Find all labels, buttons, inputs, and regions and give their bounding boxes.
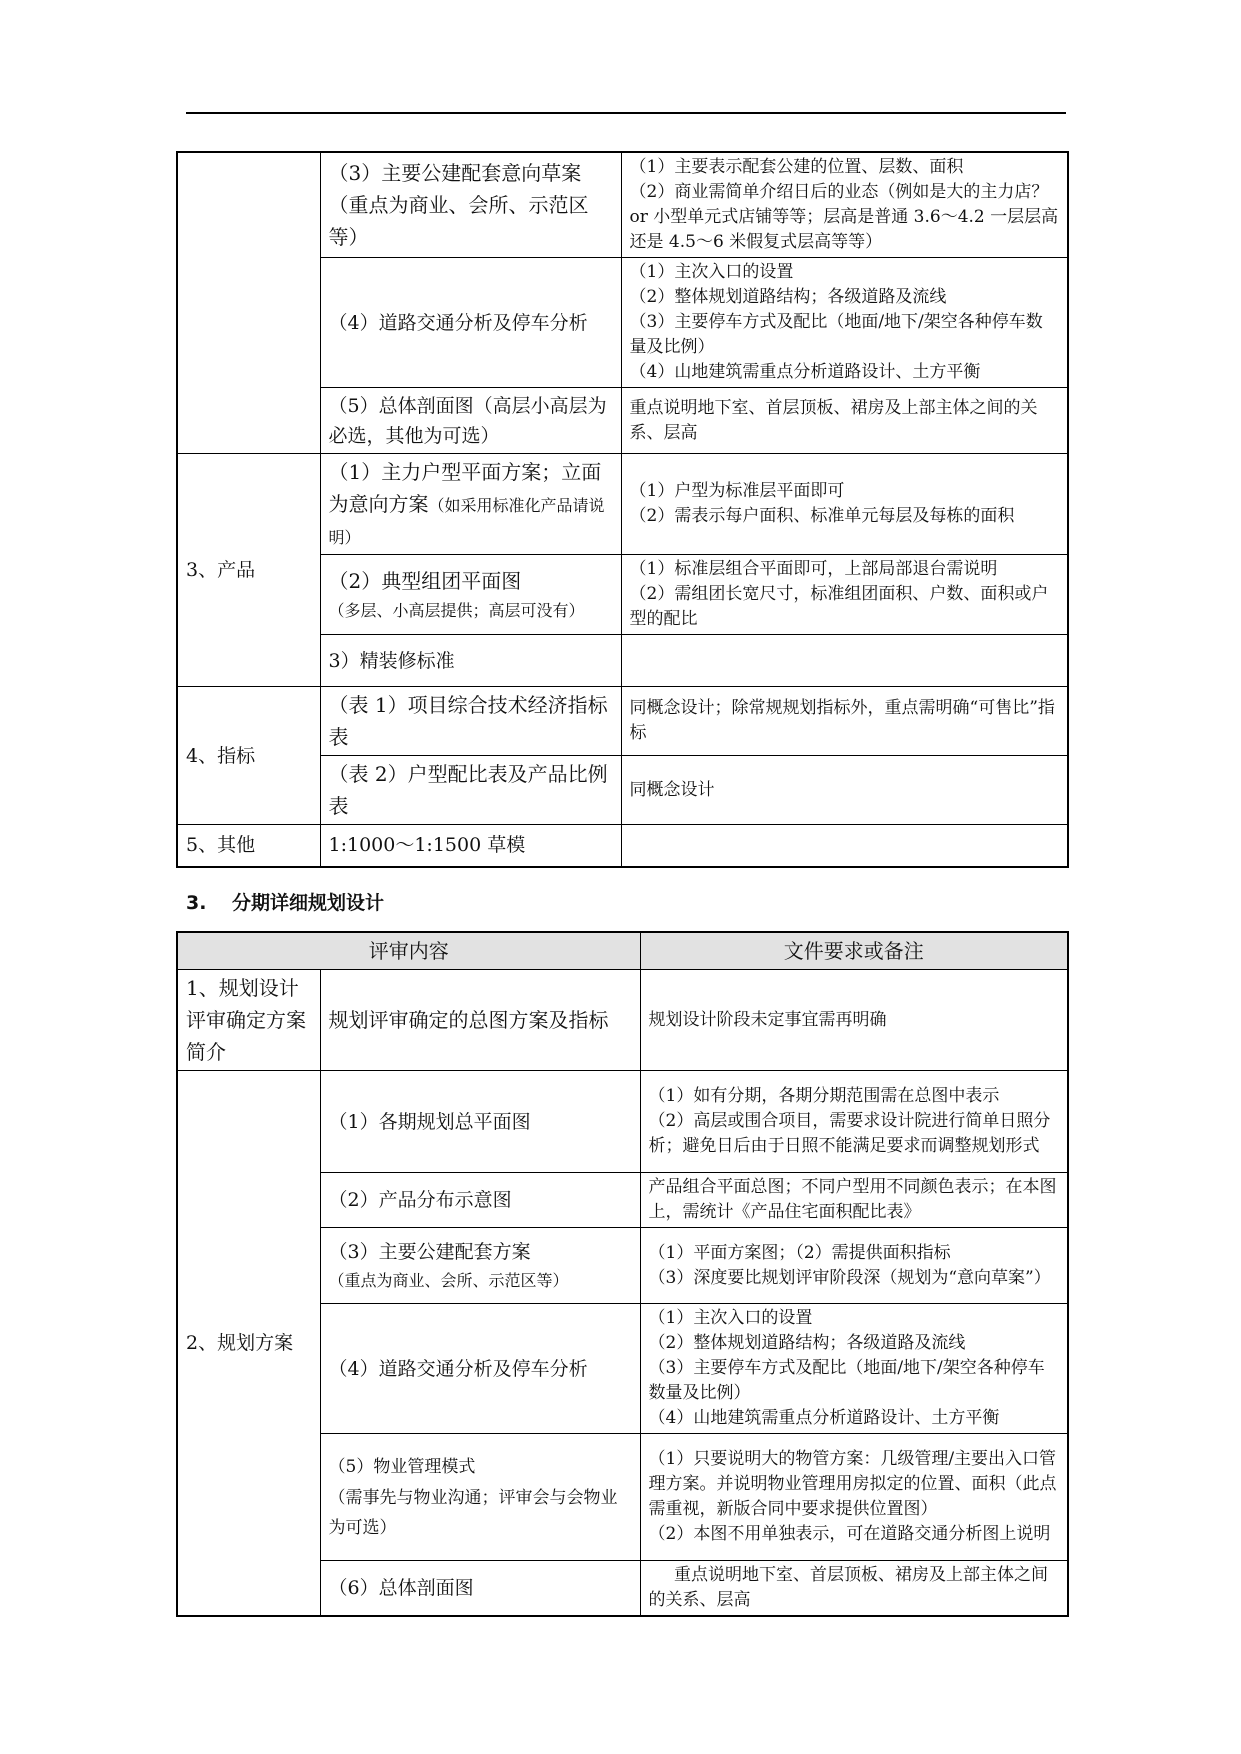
item-cell: （2）典型组团平面图 （多层、小高层提供；高层可没有）: [320, 555, 621, 635]
note-cell: 产品组合平面总图；不同户型用不同颜色表示；在本图上，需统计《产品住宅面积配比表》: [640, 1173, 1068, 1228]
item-cell: （3）主要公建配套意向草案 （重点为商业、会所、示范区等）: [320, 152, 621, 258]
item-cell: （表 1）项目综合技术经济指标表: [320, 687, 621, 756]
item-cell: （2）产品分布示意图: [320, 1173, 640, 1228]
category-cell: 4、指标: [177, 687, 320, 825]
table-header-row: [177, 932, 1068, 970]
note-cell: 重点说明地下室、首层顶板、裙房及上部主体之间的关系、层高: [621, 388, 1068, 454]
note-cell: [621, 825, 1068, 867]
category-cell: 3、产品: [177, 454, 320, 687]
note-cell: （1）标准层组合平面即可，上部局部退台需说明 （2）需组团长宽尺寸，标准组团面积、户数、面积或户型的配比: [621, 555, 1068, 635]
table-row: [177, 152, 1068, 258]
header-content: 评审内容: [177, 932, 640, 970]
phased-planning-table: [176, 931, 1069, 1617]
item-cell: 1:1000～1:1500 草模: [320, 825, 621, 867]
note-cell: （1）平面方案图；（2）需提供面积指标 （3）深度要比规划评审阶段深（规划为“意向草案”）: [640, 1228, 1068, 1304]
table-row: [177, 825, 1068, 867]
item-cell: （4）道路交通分析及停车分析: [320, 1304, 640, 1434]
table-row: [177, 1071, 1068, 1173]
table-row: [177, 970, 1068, 1071]
note-cell: （1）主要表示配套公建的位置、层数、面积 （2）商业需简单介绍日后的业态（例如是大的主力店？or 小型单元式店铺等等；层高是普通 3.6～4.2 一层层高还是 4.5～6 米假复式层高等等）: [621, 152, 1068, 258]
item-cell: （5）总体剖面图（高层小高层为必选，其他为可选）: [320, 388, 621, 454]
item-cell: （6）总体剖面图: [320, 1561, 640, 1617]
note-cell: （1）主次入口的设置 （2）整体规划道路结构；各级道路及流线 （3）主要停车方式及配比（地面/地下/架空各种停车数量及比例） （4）山地建筑需重点分析道路设计、土方平衡: [621, 258, 1068, 388]
note-cell: 重点说明地下室、首层顶板、裙房及上部主体之间的关系、层高: [640, 1561, 1068, 1617]
item-cell: （1）主力户型平面方案；立面为意向方案（如采用标准化产品请说明）: [320, 454, 621, 555]
note-cell: 同概念设计: [621, 756, 1068, 825]
note-cell: [621, 635, 1068, 687]
section-number: 3.: [186, 892, 207, 914]
item-cell: 3）精装修标准: [320, 635, 621, 687]
category-cell: 2、规划方案: [177, 1071, 320, 1617]
header-rule: [186, 112, 1066, 114]
item-cell: （3）主要公建配套方案 （重点为商业、会所、示范区等）: [320, 1228, 640, 1304]
note-cell: 同概念设计；除常规规划指标外，重点需明确“可售比”指标: [621, 687, 1068, 756]
note-cell: （1）如有分期，各期分期范围需在总图中表示 （2）高层或围合项目，需要求设计院进行简单日照分析；避免日后由于日照不能满足要求而调整规划形式: [640, 1071, 1068, 1173]
review-table-continued: [176, 151, 1069, 868]
category-cell: 1、规划设计评审确定方案简介: [177, 970, 320, 1071]
note-cell: （1）主次入口的设置 （2）整体规划道路结构；各级道路及流线 （3）主要停车方式及配比（地面/地下/架空各种停车数量及比例） （4）山地建筑需重点分析道路设计、土方平衡: [640, 1304, 1068, 1434]
section-title: 分期详细规划设计: [232, 892, 385, 914]
category-cell: [177, 152, 320, 454]
note-cell: 规划设计阶段未定事宜需再明确: [640, 970, 1068, 1071]
note-cell: （1）户型为标准层平面即可 （2）需表示每户面积、标准单元每层及每栋的面积: [621, 454, 1068, 555]
header-requirement: 文件要求或备注: [640, 932, 1068, 970]
section-heading: [186, 888, 384, 915]
table-row: [177, 454, 1068, 555]
category-cell: 5、其他: [177, 825, 320, 867]
table-row: [177, 687, 1068, 756]
note-cell: （1）只要说明大的物管方案：几级管理/主要出入口管理方案。并说明物业管理用房拟定的位置、面积（此点需重视，新版合同中要求提供位置图） （2）本图不用单独表示，可在道路交通分析图上说明: [640, 1434, 1068, 1561]
item-cell: （表 2）户型配比表及产品比例表: [320, 756, 621, 825]
item-cell: （5）物业管理模式 （需事先与物业沟通；评审会与会物业为可选）: [320, 1434, 640, 1561]
item-cell: （4）道路交通分析及停车分析: [320, 258, 621, 388]
item-cell: （1）各期规划总平面图: [320, 1071, 640, 1173]
item-cell: 规划评审确定的总图方案及指标: [320, 970, 640, 1071]
